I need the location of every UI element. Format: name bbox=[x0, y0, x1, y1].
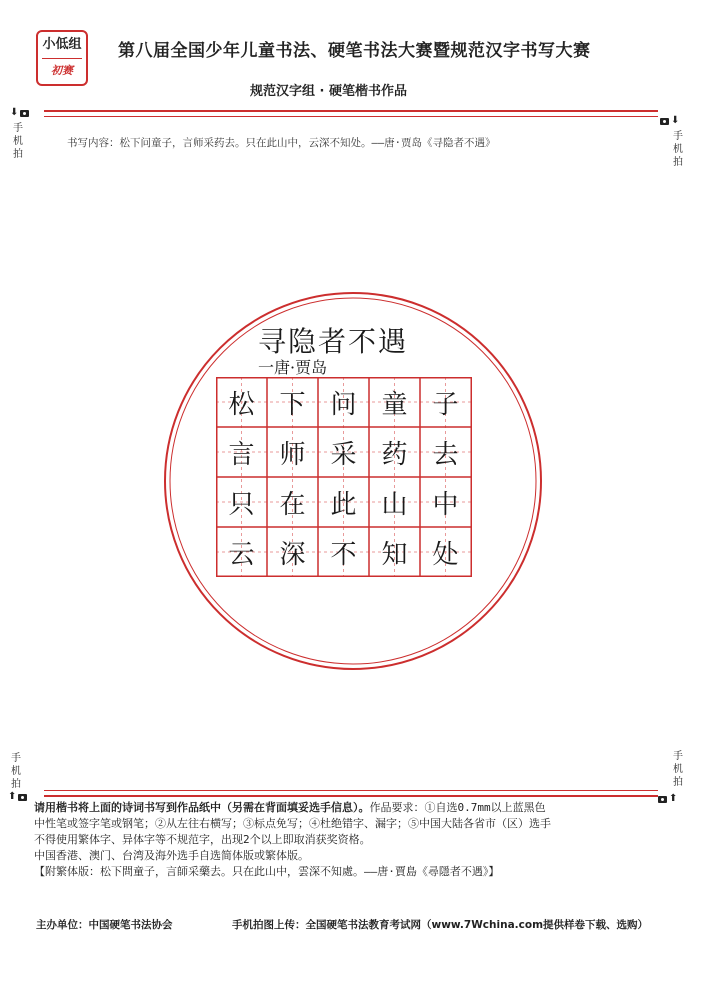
top-right-camera-marker bbox=[660, 116, 679, 126]
arrow-down-icon: ⬇ bbox=[671, 115, 680, 126]
grid-cell: 去 bbox=[432, 439, 459, 470]
requirements-line4: 中国香港、澳门、台湾及海外选手自选简体版或繁体版。 bbox=[34, 849, 309, 862]
top-left-camera-marker bbox=[10, 108, 29, 118]
grid-cell: 采 bbox=[330, 439, 357, 470]
camera-icon bbox=[18, 794, 27, 801]
page-subtitle: 规范汉字组 · 硬笔楷书作品 bbox=[250, 84, 407, 99]
arrow-down-icon: ⬇ bbox=[10, 107, 19, 118]
grid-cell: 师 bbox=[279, 439, 306, 470]
camera-icon bbox=[660, 118, 669, 125]
requirements-line2: 中性笔或签字笔或钢笔；②从左往右横写；③标点免写；④杜绝错字、漏字；⑤中国大陆各省市（区）选手 bbox=[34, 817, 551, 830]
grid-cell: 山 bbox=[381, 489, 408, 520]
footer-divider-thin bbox=[44, 790, 658, 791]
bottom-left-marker-label: 手 机 拍 bbox=[11, 753, 21, 790]
grid-cell: 下 bbox=[279, 389, 306, 420]
grid-cell: 药 bbox=[381, 439, 408, 470]
grid-cell: 在 bbox=[279, 489, 306, 520]
arrow-up-icon: ⬆ bbox=[669, 793, 678, 804]
footer-divider bbox=[44, 795, 658, 797]
group-label: 小低组 bbox=[42, 37, 82, 52]
poem-author: 一唐·贾岛 bbox=[258, 358, 328, 377]
requirements-lead: 请用楷书将上面的诗词书写到作品纸中（另需在背面填妥选手信息）。 bbox=[34, 801, 370, 814]
group-badge bbox=[36, 30, 88, 86]
grid-cell: 只 bbox=[228, 489, 255, 520]
bottom-right-camera-marker bbox=[658, 794, 677, 804]
bottom-left-camera-marker bbox=[8, 792, 27, 802]
top-left-marker-label: 手 机 拍 bbox=[13, 123, 23, 160]
arrow-up-icon: ⬆ bbox=[8, 791, 17, 802]
camera-icon bbox=[20, 110, 29, 117]
page-title: 第八届全国少年儿童书法、硬笔书法大赛暨规范汉字书写大赛 bbox=[118, 41, 591, 61]
requirements-line1: 作品要求：①自选0.7mm以上蓝黑色 bbox=[369, 801, 546, 814]
grid-cell: 子 bbox=[432, 389, 459, 420]
organizer-text: 主办单位：中国硬笔书法协会 bbox=[36, 919, 173, 931]
grid-cell: 不 bbox=[330, 539, 357, 570]
grid-cell: 中 bbox=[432, 489, 459, 520]
requirements-line5: 【附繁体版：松下問童子，言師采藥去。只在此山中，雲深不知處。——唐·賈島《尋隱者不遇》】 bbox=[34, 865, 500, 878]
writing-grid bbox=[216, 377, 472, 577]
upload-info-text: 手机拍图上传：全国硬笔书法教育考试网（www.7Wchina.com提供样卷下载、选购） bbox=[232, 919, 649, 931]
header-divider bbox=[44, 110, 658, 112]
grid-cell: 知 bbox=[381, 539, 408, 570]
camera-icon bbox=[658, 796, 667, 803]
bottom-right-marker-label: 手 机 拍 bbox=[673, 751, 683, 788]
grid-cell: 言 bbox=[228, 439, 255, 470]
grid-cell: 处 bbox=[432, 539, 459, 570]
top-right-marker-label: 手 机 拍 bbox=[673, 131, 683, 168]
writing-content: 书写内容：松下问童子，言师采药去。只在此山中，云深不知处。——唐·贾岛《寻隐者不遇》 bbox=[67, 137, 496, 149]
requirements-text bbox=[34, 800, 654, 880]
grid-cell: 此 bbox=[330, 489, 357, 520]
badge-divider bbox=[42, 58, 82, 59]
grid-cell: 松 bbox=[228, 389, 255, 420]
poem-title: 寻隐者不遇 bbox=[258, 325, 409, 358]
grid-cell: 深 bbox=[279, 539, 306, 570]
requirements-line3: 不得使用繁体字、异体字等不规范字，出现2个以上即取消获奖资格。 bbox=[34, 833, 371, 846]
grid-cell: 云 bbox=[228, 539, 255, 570]
round-label: 初赛 bbox=[51, 64, 73, 77]
header-divider-thin bbox=[44, 116, 658, 117]
grid-cell: 童 bbox=[381, 389, 408, 420]
grid-cell: 问 bbox=[330, 389, 357, 420]
